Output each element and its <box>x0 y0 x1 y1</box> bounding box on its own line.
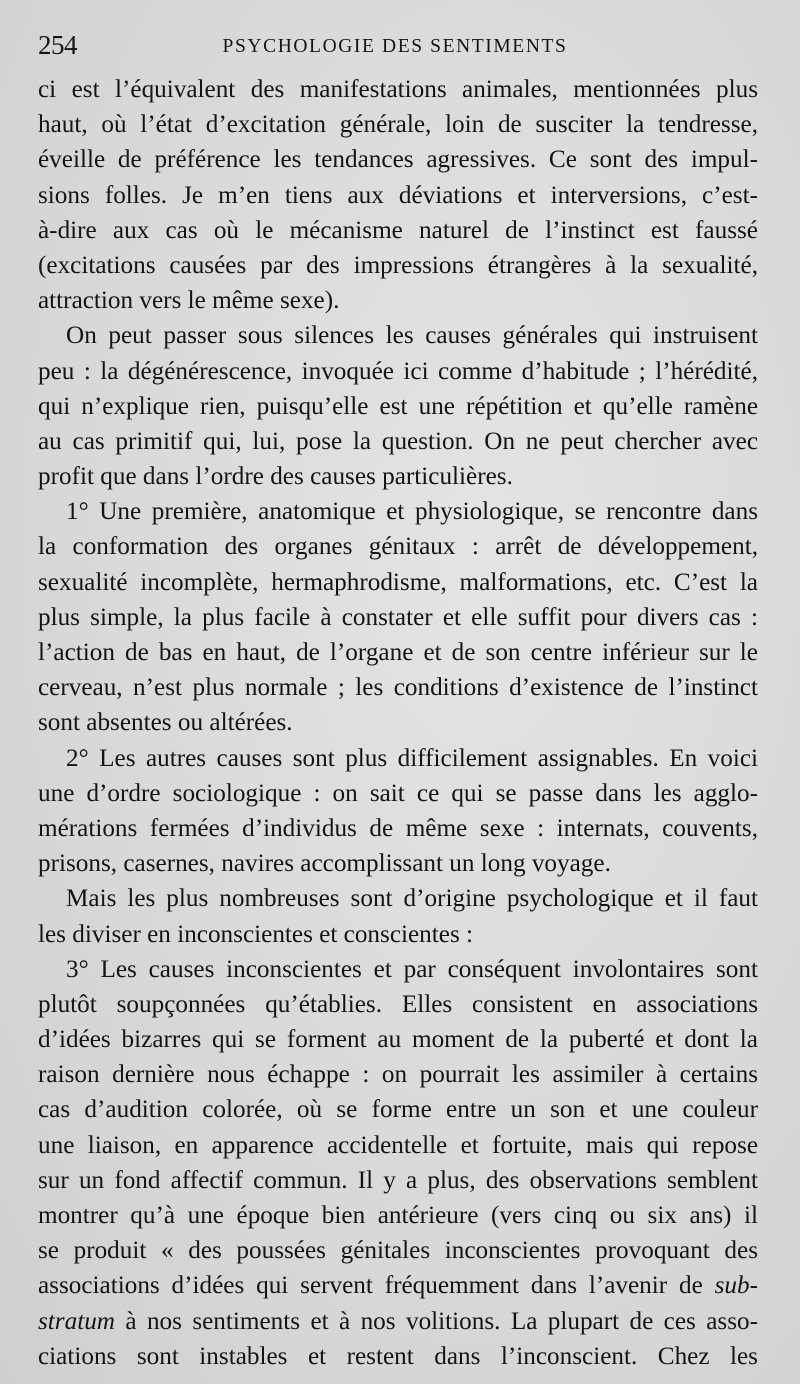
italic-word: stratum <box>38 1307 115 1335</box>
text-line: prisons, casernes, navires accomplissant un long voyage. <box>38 850 611 878</box>
text-line: 1° Une première, anatomique et physiologique, se rencontre dans <box>66 498 758 526</box>
text-line: cas d’audition colorée, où se forme entre un son et une couleur <box>38 1096 758 1124</box>
text-line: haut, où l’état d’excitation générale, loin de susciter la tendresse, <box>38 111 758 139</box>
page-header <box>38 30 752 64</box>
text-line: sions folles. Je m’en tiens aux déviations et interversions, c’est- <box>38 181 758 209</box>
text-line: On peut passer sous silences les causes générales qui instruisent <box>66 322 758 350</box>
text-line: 3° Les causes inconscientes et par conséquent involontaires sont <box>66 955 758 983</box>
body-text <box>38 72 758 1374</box>
text-line: se produit « des poussées génitales inconscientes provoquant des <box>38 1237 758 1265</box>
text-line: qui n’explique rien, puisqu’elle est une répétition et qu’elle ramène <box>38 392 758 420</box>
text-line: d’idées bizarres qui se forment au moment de la puberté et dont la <box>38 1026 758 1054</box>
text-run: à nos sentiments et à nos volitions. La plupart de ces asso- <box>114 1307 758 1335</box>
text-line <box>38 1268 758 1303</box>
text-line: montrer qu’à une époque bien antérieure (vers cinq ou six ans) il <box>38 1202 758 1229</box>
text-line: ci est l’équivalent des manifestations animales, mentionnées plus <box>38 76 758 103</box>
text-line: ciations sont instables et restent dans l’inconscient. Chez les <box>38 1342 758 1370</box>
text-line: une liaison, en apparence accidentelle et fortuite, mais qui repose <box>38 1131 758 1159</box>
text-line: plus simple, la plus facile à constater et elle suffit pour divers cas : <box>38 603 758 631</box>
text-line <box>38 1304 758 1339</box>
text-line: à-dire aux cas où le mécanisme naturel de l’instinct est faussé <box>38 216 758 244</box>
text-line: attraction vers le même sexe). <box>38 287 340 315</box>
text-line: profit que dans l’ordre des causes particulières. <box>38 463 513 491</box>
text-line: l’action de bas en haut, de l’organe et de son centre inférieur sur le <box>38 639 758 666</box>
running-head: PSYCHOLOGIE DES SENTIMENTS <box>222 36 568 57</box>
text-line: mérations fermées d’individus de même sexe : internats, couvents, <box>38 814 758 842</box>
text-line: éveille de préférence les tendances agressives. Ce sont des impul- <box>38 146 758 174</box>
italic-word: sub- <box>714 1272 758 1300</box>
text-line: les diviser en inconscientes et conscientes : <box>38 920 474 948</box>
page-number: 254 <box>38 30 77 60</box>
text-line: 2° Les autres causes sont plus difficilement assignables. En voici <box>66 744 758 772</box>
text-line: au cas primitif qui, lui, pose la question. On ne peut chercher avec <box>38 427 758 455</box>
text-line: sur un fond affectif commun. Il y a plus, des observations semblent <box>38 1166 758 1194</box>
text-line: la conformation des organes génitaux : arrêt de développement, <box>38 533 758 561</box>
text-line: Mais les plus nombreuses sont d’origine psychologique et il faut <box>66 885 758 913</box>
text-line: plutôt soupçonnées qu’établies. Elles consistent en associations <box>38 990 758 1018</box>
text-line: cerveau, n’est plus normale ; les conditions d’existence de l’instinct <box>38 674 758 702</box>
text-run: associations d’idées qui servent fréquemment dans l’avenir de <box>38 1272 703 1300</box>
text-line: sexualité incomplète, hermaphrodisme, malformations, etc. C’est la <box>38 568 758 596</box>
text-line: une d’ordre sociologique : on sait ce qui se passe dans les agglo- <box>38 779 758 807</box>
text-line: sont absentes ou altérées. <box>38 709 293 737</box>
text-line: raison dernière nous échappe : on pourrait les assimiler à certains <box>38 1061 758 1089</box>
text-line: (excitations causées par des impressions étrangères à la sexualité, <box>38 251 758 279</box>
text-line: peu : la dégénérescence, invoquée ici comme d’habitude ; l’hérédité, <box>38 357 758 385</box>
